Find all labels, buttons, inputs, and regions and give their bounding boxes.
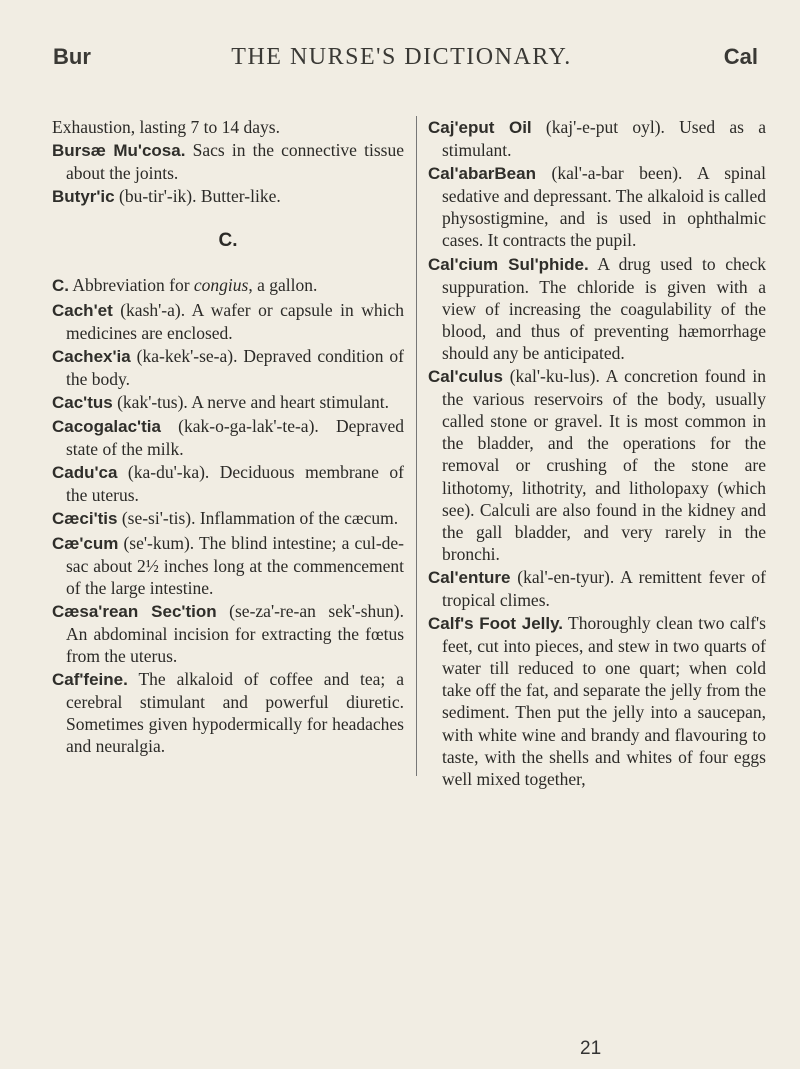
right-column — [428, 116, 766, 791]
entry-headword: Caf'feine. — [52, 670, 128, 690]
entry-definition: (kak-o-ga-lak'-te-a). Depraved state of the milk. — [66, 416, 404, 460]
dictionary-entry — [428, 365, 766, 565]
dictionary-entry — [428, 612, 766, 790]
entry-headword: Bursæ Mu'cosa. — [52, 141, 186, 161]
dictionary-entry — [52, 299, 404, 344]
dictionary-entry — [52, 507, 404, 530]
entry-definition: (kash'-a). A wafer or capsule in which medicines are enclosed. — [66, 299, 404, 343]
entry-definition: (kak'-tus). A nerve and heart stimulant. — [112, 391, 390, 412]
entry-definition: (kal'-a-bar been). A spinal sedative and depressant. The alkaloid is called physostigmine, and is used in ophthalmic cases. It contracts the pupil. — [442, 163, 766, 251]
entry-definition: (se'-kum). The blind intestine; a cul-de-sac about 2½ inches long at the commencement of the large intestine. — [66, 532, 404, 598]
dictionary-entry — [52, 274, 404, 297]
dictionary-entry — [52, 185, 404, 208]
dictionary-entry — [52, 391, 404, 414]
entry-definition: A drug used to check suppuration. The chloride is given with a view of increasing the coagulability of the blood, and thus of preventing hæmorrhage should any be anticipated. — [442, 253, 766, 363]
dictionary-entry — [428, 162, 766, 251]
entry-definition: (kal'-ku-lus). A concretion found in the various reservoirs of the body, usually called stone or gravel. It is most common in the bladder, and the operations for the removal or crushing of the stone are lithotomy, lithotrity, and litholopaxy (which see). Calculi are also found in the kidney and the gall bladder, and very rarely in the bronchi. — [442, 366, 766, 564]
entry-definition: (bu-tir'-ik). Butter-like. — [114, 186, 281, 207]
entry-headword: Cæ'cum — [52, 533, 119, 553]
entry-headword: Cac'tus — [52, 392, 113, 412]
entry-definition: (ka-kek'-se-a). Depraved condition of the body. — [66, 345, 404, 389]
left-column — [52, 116, 404, 758]
dictionary-entry — [428, 566, 766, 611]
entry-definition: The alkaloid of coffee and tea; a cerebral stimulant and powerful diuretic. Sometimes given hypodermically for headaches and neuralgia. — [66, 669, 404, 757]
entry-headword: Calf's Foot Jelly. — [428, 614, 564, 634]
entry-definition: (se-za'-re-an sek'-shun). An abdominal incision for extracting the fœtus from the uterus. — [66, 600, 404, 666]
entry-definition: (kal'-en-tyur). A remittent fever of tropical climes. — [442, 566, 766, 610]
entry-headword: Cachex'ia — [52, 346, 131, 366]
entry-headword: Cæci'tis — [52, 509, 118, 529]
entry-definition: , a gallon. — [248, 275, 318, 296]
entry-definition: (kaj'-e-put oyl). Used as a stimulant. — [442, 117, 766, 161]
entry-headword: Butyr'ic — [52, 187, 115, 207]
header-guide-word-right: Cal — [723, 44, 758, 69]
entry-definition: Abbreviation for — [69, 275, 194, 296]
entry-headword: Cal'culus — [428, 367, 503, 387]
entry-headword: Caj'eput Oil — [428, 118, 532, 137]
continued-entry-text: Exhaustion, lasting 7 to 14 days. — [52, 117, 280, 137]
entry-definition: Sacs in the connective tissue about the joints. — [66, 140, 404, 184]
entry-headword: Cacogalac'tia — [52, 417, 161, 437]
dictionary-entry — [52, 668, 404, 757]
dictionary-entry — [52, 139, 404, 184]
dictionary-entry — [52, 345, 404, 390]
entry-definition: (se-si'-tis). Inflammation of the cæcum. — [117, 508, 399, 529]
section-letter-heading: C. — [218, 230, 238, 252]
header-guide-word-left: Bur — [53, 44, 91, 69]
entry-definition: Thoroughly clean two calf's feet, cut into pieces, and stew in two quarts of water till reduced to one quart; when cold take off the fat, and separate the jelly from the sediment. Then put the jelly into a saucepan, with white wine and brandy and flavouring to taste, with the shells and whites of four eggs well mixed together, — [442, 613, 766, 789]
dictionary-entry — [52, 600, 404, 667]
page-number: 21 — [580, 1038, 602, 1059]
entry-headword: C. — [52, 276, 69, 296]
entry-headword: Cæsa'rean Sec'tion — [52, 601, 217, 621]
dictionary-entry — [52, 532, 404, 599]
column-divider — [416, 116, 417, 776]
entry-definition: (ka-du'-ka). Deciduous membrane of the uterus. — [66, 462, 404, 506]
dictionary-entry — [52, 415, 404, 460]
dictionary-entry — [428, 253, 766, 364]
entry-definition-italic: congius — [193, 275, 249, 296]
dictionary-entry — [428, 116, 766, 161]
entry-headword: Cadu'ca — [52, 463, 118, 483]
entry-headword: Cal'cium Sul'phide. — [428, 254, 589, 274]
entry-headword: Cal'abarBean — [428, 164, 536, 184]
header-title: THE NURSE'S DICTIONARY. — [231, 44, 572, 70]
dictionary-entry — [52, 461, 404, 506]
entry-headword: Cach'et — [52, 300, 113, 320]
entry-headword: Cal'enture — [428, 567, 511, 587]
page-header — [45, 44, 758, 84]
